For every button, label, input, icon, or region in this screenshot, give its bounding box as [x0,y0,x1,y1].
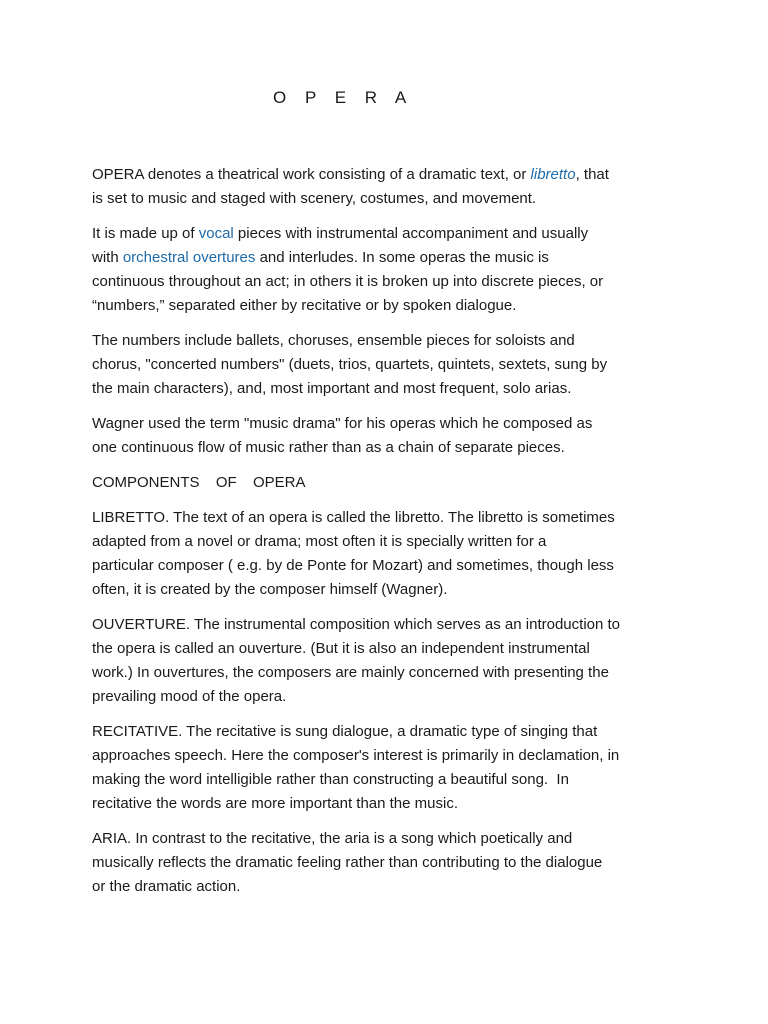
recitative-paragraph [92,720,692,816]
text-line: LIBRETTO. The text of an opera is called the libretto. The libretto is sometimes [92,509,615,526]
text-line: work.) In ouvertures, the composers are mainly concerned with presenting the [92,664,609,681]
text-line: one continuous flow of music rather than as a chain of separate pieces. [92,439,565,456]
components-heading [92,471,692,495]
text-line: The numbers include ballets, choruses, ensemble pieces for soloists and [92,332,575,349]
text-line: chorus, "concerted numbers" (duets, trios, quartets, quintets, sextets, sung by [92,356,608,373]
text-line: recitative the words are more important than the music. [92,795,458,812]
text-line: particular composer ( e.g. by de Ponte for Mozart) and sometimes, though less [92,557,614,574]
libretto-paragraph [92,506,692,602]
text-line: or the dramatic action. [92,878,241,895]
page-title: O P E R A [273,88,414,107]
text-run: It is made up of [92,225,199,242]
text-line: continuous throughout an act; in others it is broken up into discrete pieces, or [92,273,604,290]
text-line [92,246,692,270]
text-line: OUVERTURE. The instrumental composition which serves as an introduction to [92,616,621,633]
wagner-paragraph [92,412,692,460]
text-line: Wagner used the term "music drama" for his operas which he composed as [92,415,593,432]
text-run: , that [575,166,609,183]
intro-paragraph [92,163,692,211]
text-run: and interludes. In some operas the music is [255,249,549,266]
text-line: “numbers,” separated either by recitative or by spoken dialogue. [92,297,517,314]
numbers-paragraph [92,329,692,401]
text-line: often, it is created by the composer himself (Wagner). [92,581,448,598]
text-line [92,163,692,187]
text-line: RECITATIVE. The recitative is sung dialogue, a dramatic type of singing that [92,723,598,740]
text-line: approaches speech. Here the composer's interest is primarily in declamation, in [92,747,620,764]
text-line: is set to music and staged with scenery, costumes, and movement. [92,190,537,207]
orchestral-overtures-link[interactable]: orchestral overtures [122,249,256,266]
text-line: adapted from a novel or drama; most often it is specially written for a [92,533,547,550]
document-body [92,163,692,910]
text-run: OPERA denotes a theatrical work consisting of a dramatic text, or [92,166,531,183]
text-line [92,222,692,246]
text-line: the opera is called an ouverture. (But it is also an independent instrumental [92,640,590,657]
text-line: prevailing mood of the opera. [92,688,287,705]
libretto-link[interactable]: libretto [530,166,576,183]
text-run: pieces with instrumental accompaniment and usually [233,225,589,242]
text-line: the main characters), and, most important and most frequent, solo arias. [92,380,572,397]
text-run: with [92,249,123,266]
heading-text: COMPONENTS OF OPERA [92,474,306,491]
aria-paragraph [92,827,692,899]
made-up-paragraph [92,222,692,318]
text-line: musically reflects the dramatic feeling rather than contributing to the dialogue [92,854,603,871]
vocal-link[interactable]: vocal [198,225,234,242]
text-line: making the word intelligible rather than constructing a beautiful song. In [92,771,569,788]
ouverture-paragraph [92,613,692,709]
text-line: ARIA. In contrast to the recitative, the aria is a song which poetically and [92,830,573,847]
